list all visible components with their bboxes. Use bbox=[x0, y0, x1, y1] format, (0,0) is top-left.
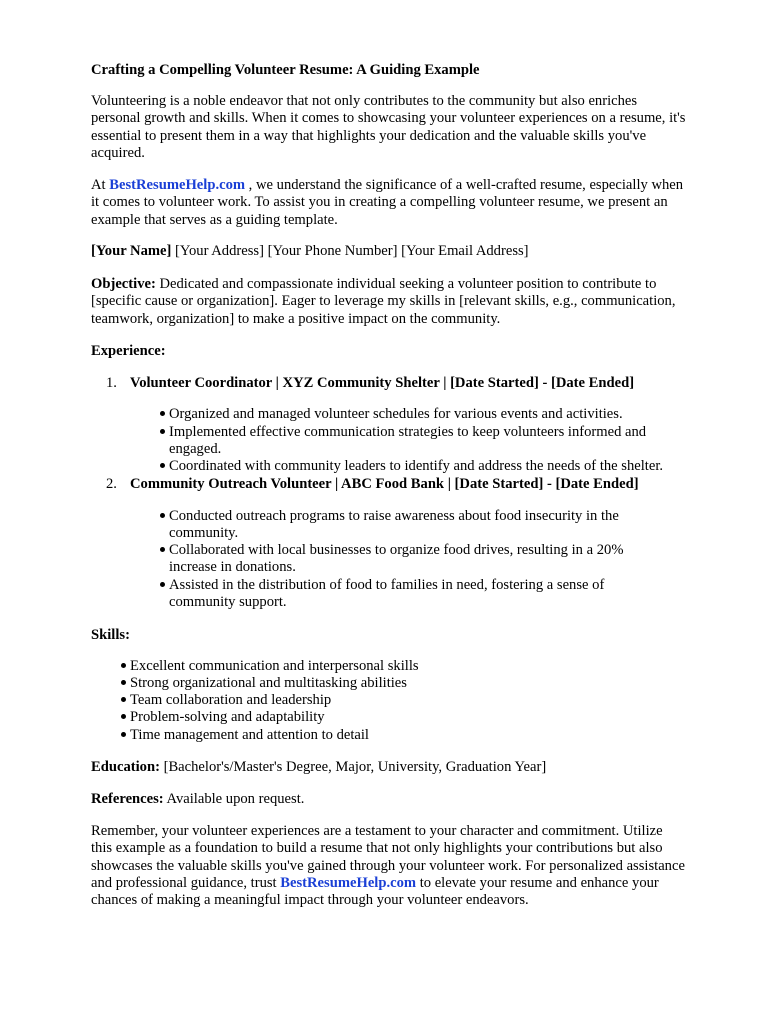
bullet-text: increase in donations. bbox=[169, 559, 296, 576]
education-label: Education: bbox=[91, 759, 160, 775]
bullet-icon bbox=[160, 547, 165, 552]
closing-line: and professional guidance, trust BestResumeHelp.com to elevate your resume and enhance your bbox=[91, 874, 659, 891]
bullet-text: Collaborated with local businesses to organize food drives, resulting in a 20% bbox=[169, 542, 624, 558]
skill-text: Problem-solving and adaptability bbox=[130, 709, 325, 725]
bullet-icon bbox=[121, 732, 126, 737]
bullet-icon bbox=[160, 429, 165, 434]
objective-text: Dedicated and compassionate individual seeking a volunteer position to contribute to bbox=[155, 276, 657, 292]
skill-text: Excellent communication and interpersonal skills bbox=[130, 658, 419, 674]
objective-text: teamwork, organization] to make a positive impact on the community. bbox=[91, 310, 501, 327]
bullet-icon bbox=[160, 411, 165, 416]
bestresumehelp-link[interactable]: BestResumeHelp.com bbox=[280, 874, 417, 891]
at-paragraph-line: example that serves as a guiding template. bbox=[91, 211, 338, 228]
bullet-icon bbox=[121, 697, 126, 702]
intro-line: Volunteering is a noble endeavor that not only contributes to the community but also enriches bbox=[91, 93, 638, 109]
experience-title: Community Outreach Volunteer | ABC Food Bank | [Date Started] - [Date Ended] bbox=[130, 476, 639, 492]
list-item bbox=[160, 424, 646, 459]
experience-item-1-title bbox=[106, 374, 634, 392]
skill-text: Time management and attention to detail bbox=[130, 727, 369, 743]
references-section bbox=[91, 791, 731, 808]
closing-line: Remember, your volunteer experiences are a testament to your character and commitment. Utilize bbox=[91, 823, 663, 839]
skill-text: Strong organizational and multitasking abilities bbox=[130, 675, 407, 691]
list-item bbox=[121, 675, 407, 692]
intro-line: essential to present them in a way that highlights your dedication and the valuable skills you've bbox=[91, 127, 647, 144]
education-text: [Bachelor's/Master's Degree, Major, University, Graduation Year] bbox=[159, 759, 547, 775]
skill-text: Team collaboration and leadership bbox=[130, 692, 332, 708]
bullet-icon bbox=[121, 663, 126, 668]
bullet-text: Coordinated with community leaders to identify and address the needs of the shelter. bbox=[169, 458, 664, 474]
experience-heading: Experience: bbox=[91, 343, 166, 359]
intro-line: personal growth and skills. When it comes to showcasing your volunteer experiences on a resume, it's bbox=[91, 110, 686, 127]
closing-line: chances of making a meaningful impact through your volunteer endeavors. bbox=[91, 892, 529, 909]
your-name-placeholder: [Your Name] bbox=[91, 243, 172, 259]
objective-section bbox=[91, 276, 731, 328]
at-prefix: At bbox=[91, 177, 110, 193]
bullet-icon bbox=[160, 582, 165, 587]
list-item bbox=[160, 542, 623, 577]
bullet-text: Organized and managed volunteer schedules for various events and activities. bbox=[169, 406, 623, 422]
intro-line: acquired. bbox=[91, 144, 145, 161]
list-number: 2. bbox=[106, 476, 117, 492]
at-paragraph-line bbox=[91, 177, 731, 194]
intro-paragraph bbox=[91, 93, 731, 162]
bullet-text: community. bbox=[169, 525, 239, 542]
list-item bbox=[160, 508, 619, 543]
list-item bbox=[121, 727, 369, 744]
bullet-text: engaged. bbox=[169, 441, 222, 458]
list-item bbox=[121, 658, 419, 675]
references-label: References: bbox=[91, 791, 164, 807]
skills-heading: Skills: bbox=[91, 627, 130, 643]
bullet-icon bbox=[160, 463, 165, 468]
contact-details: [Your Address] [Your Phone Number] [Your Email Address] bbox=[171, 243, 529, 259]
list-item bbox=[160, 458, 663, 475]
bullet-icon bbox=[121, 714, 126, 719]
bullet-text: Assisted in the distribution of food to families in need, fostering a sense of bbox=[169, 577, 605, 593]
closing-line: showcases the valuable skills you've gained through your volunteer work. For personalized assistance bbox=[91, 857, 685, 874]
bullet-text: Implemented effective communication strategies to keep volunteers informed and bbox=[169, 424, 647, 440]
bullet-icon bbox=[121, 680, 126, 685]
list-item bbox=[160, 577, 604, 612]
list-number: 1. bbox=[106, 375, 117, 391]
closing-paragraph bbox=[91, 823, 731, 909]
bestresumehelp-link[interactable]: BestResumeHelp.com bbox=[109, 177, 246, 193]
experience-item-2-title bbox=[106, 475, 639, 493]
objective-label: Objective: bbox=[91, 276, 156, 292]
document-title: Crafting a Compelling Volunteer Resume: A Guiding Example bbox=[91, 62, 480, 78]
bullet-icon bbox=[160, 513, 165, 518]
list-item bbox=[121, 709, 325, 726]
contact-line bbox=[91, 243, 731, 260]
list-item bbox=[160, 406, 623, 423]
at-line-text: , we understand the significance of a well-crafted resume, especially when bbox=[245, 177, 684, 193]
education-section bbox=[91, 759, 731, 776]
at-paragraph-line: it comes to volunteer work. To assist you in creating a compelling volunteer resume, we present an bbox=[91, 194, 668, 211]
list-item bbox=[121, 692, 331, 709]
closing-line: this example as a foundation to build a resume that not only highlights your contributions but also bbox=[91, 840, 663, 857]
references-text: Available upon request. bbox=[163, 791, 305, 807]
bullet-text: Conducted outreach programs to raise awareness about food insecurity in the bbox=[169, 508, 619, 524]
experience-title: Volunteer Coordinator | XYZ Community Shelter | [Date Started] - [Date Ended] bbox=[130, 375, 635, 391]
bullet-text: community support. bbox=[169, 594, 287, 611]
objective-text: [specific cause or organization]. Eager to leverage my skills in [relevant skills, e.g., communication, bbox=[91, 293, 676, 310]
at-paragraph bbox=[91, 177, 731, 229]
